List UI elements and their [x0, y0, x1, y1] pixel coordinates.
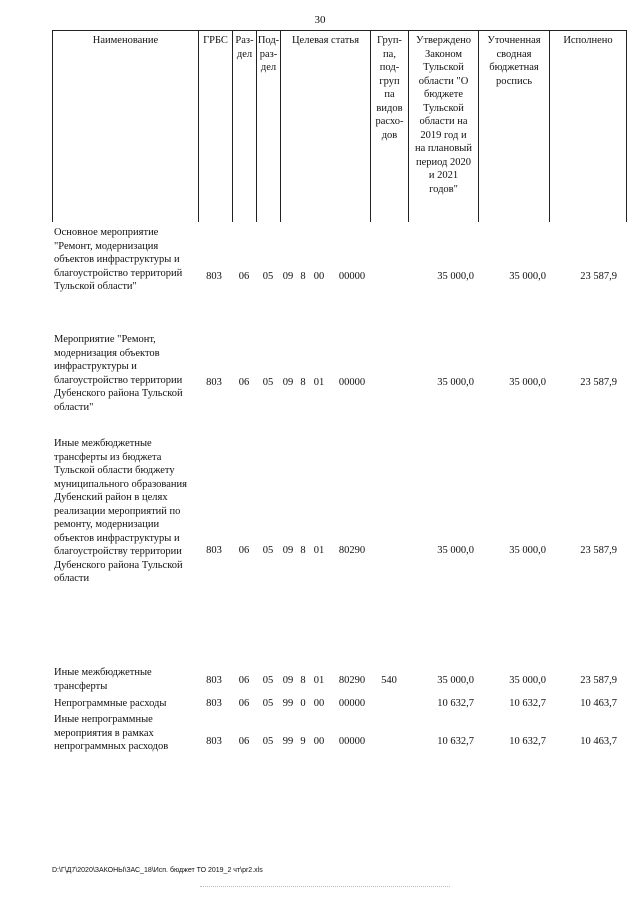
row-target-subprogram: 8 — [300, 271, 306, 282]
bottom-dotted-line — [200, 886, 450, 887]
row-podrazdel: 05 — [262, 698, 274, 709]
row-target-program: 09 — [282, 545, 294, 556]
row-target-direction: 00000 — [338, 271, 366, 282]
row-grbs: 803 — [206, 271, 222, 282]
row-target-event: 00 — [313, 271, 325, 282]
row-target-program: 09 — [282, 377, 294, 388]
col-header-group: Груп- па, под- груп па видов расхо- дов — [375, 35, 404, 141]
row-grbs: 803 — [206, 736, 222, 747]
row-target-subprogram: 8 — [300, 675, 306, 686]
row-name: Основное мероприятие "Ремонт, модернизация объектов инфраструктуры и благоустройство территорий Тульской области" — [54, 227, 183, 292]
row-target-event: 01 — [313, 545, 325, 556]
row-podrazdel: 05 — [262, 377, 274, 388]
row-name: Иные непрограммные мероприятия в рамках непрограммных расходов — [54, 714, 169, 752]
row-target-event: 00 — [313, 698, 325, 709]
row-target-direction: 00000 — [338, 377, 366, 388]
row-refined: 10 632,7 — [509, 698, 546, 709]
file-path-footer: D:\Г\Д7\2020\ЗАКОНЫ\ЗАС_18\Исп. бюджет ТО 2019_2 чт\pr2.xls — [52, 867, 263, 874]
row-name: Иные межбюджетные трансферты из бюджета Тульской области бюджету муниципального образования Дубенский район в целях реализации мероприятий по ремонту, модернизации объектов инфраструктуры и благоустройству территории Дубенского района Тульской области — [54, 438, 187, 584]
row-razdel: 06 — [238, 675, 250, 686]
row-name: Непрограммные расходы — [54, 698, 167, 709]
row-target-subprogram: 8 — [300, 545, 306, 556]
col-header-podrazdel: Под- раз- дел — [257, 35, 280, 73]
col-header-refined: Уточненная сводная бюджетная роспись — [487, 35, 541, 87]
header-divider — [280, 30, 281, 222]
row-target-program: 09 — [282, 271, 294, 282]
row-target-event: 01 — [313, 675, 325, 686]
header-right-border — [626, 30, 627, 222]
row-razdel: 06 — [238, 545, 250, 556]
row-podrazdel: 05 — [262, 675, 274, 686]
row-grbs: 803 — [206, 545, 222, 556]
row-approved: 35 000,0 — [437, 377, 474, 388]
row-refined: 35 000,0 — [509, 675, 546, 686]
row-target-program: 99 — [282, 698, 294, 709]
row-approved: 35 000,0 — [437, 271, 474, 282]
row-podrazdel: 05 — [262, 736, 274, 747]
row-refined: 35 000,0 — [509, 545, 546, 556]
row-target-direction: 00000 — [338, 736, 366, 747]
row-refined: 35 000,0 — [509, 271, 546, 282]
row-executed: 10 463,7 — [580, 698, 617, 709]
row-target-direction: 80290 — [338, 675, 366, 686]
header-left-border — [52, 30, 53, 222]
row-grbs: 803 — [206, 698, 222, 709]
row-executed: 23 587,9 — [580, 271, 617, 282]
row-approved: 10 632,7 — [437, 698, 474, 709]
row-razdel: 06 — [238, 377, 250, 388]
row-executed: 23 587,9 — [580, 545, 617, 556]
row-podrazdel: 05 — [262, 271, 274, 282]
row-target-program: 09 — [282, 675, 294, 686]
col-header-name: Наименование — [92, 35, 159, 46]
header-top-border — [52, 30, 627, 31]
row-razdel: 06 — [238, 736, 250, 747]
row-group: 540 — [381, 675, 397, 686]
col-header-target: Целевая статья — [291, 35, 360, 46]
page-number: 30 — [314, 14, 326, 26]
header-divider — [198, 30, 199, 222]
row-refined: 35 000,0 — [509, 377, 546, 388]
col-header-executed: Исполнено — [563, 35, 613, 46]
row-grbs: 803 — [206, 675, 222, 686]
row-target-event: 01 — [313, 377, 325, 388]
row-target-subprogram: 9 — [300, 736, 306, 747]
row-approved: 35 000,0 — [437, 545, 474, 556]
row-refined: 10 632,7 — [509, 736, 546, 747]
row-target-direction: 00000 — [338, 698, 366, 709]
row-target-subprogram: 0 — [300, 698, 306, 709]
col-header-razdel: Раз- дел — [235, 35, 254, 60]
row-approved: 10 632,7 — [437, 736, 474, 747]
row-razdel: 06 — [238, 698, 250, 709]
row-target-subprogram: 8 — [300, 377, 306, 388]
row-target-event: 00 — [313, 736, 325, 747]
row-executed: 23 587,9 — [580, 675, 617, 686]
row-name: Мероприятие "Ремонт, модернизация объектов инфраструктуры и благоустройство территории Дубенского района Тульской области" — [54, 334, 183, 413]
col-header-grbs: ГРБС — [203, 35, 228, 46]
row-executed: 23 587,9 — [580, 377, 617, 388]
row-podrazdel: 05 — [262, 545, 274, 556]
row-target-program: 99 — [282, 736, 294, 747]
row-grbs: 803 — [206, 377, 222, 388]
row-executed: 10 463,7 — [580, 736, 617, 747]
row-name: Иные межбюджетные трансферты — [54, 667, 152, 692]
col-header-approved: Утверждено Законом Тульской области "О бюджете Тульской области на 2019 год и на плановый период 2020 и 2021 годов" — [415, 35, 472, 195]
row-approved: 35 000,0 — [437, 675, 474, 686]
header-divider — [549, 30, 550, 222]
row-target-direction: 80290 — [338, 545, 366, 556]
row-razdel: 06 — [238, 271, 250, 282]
